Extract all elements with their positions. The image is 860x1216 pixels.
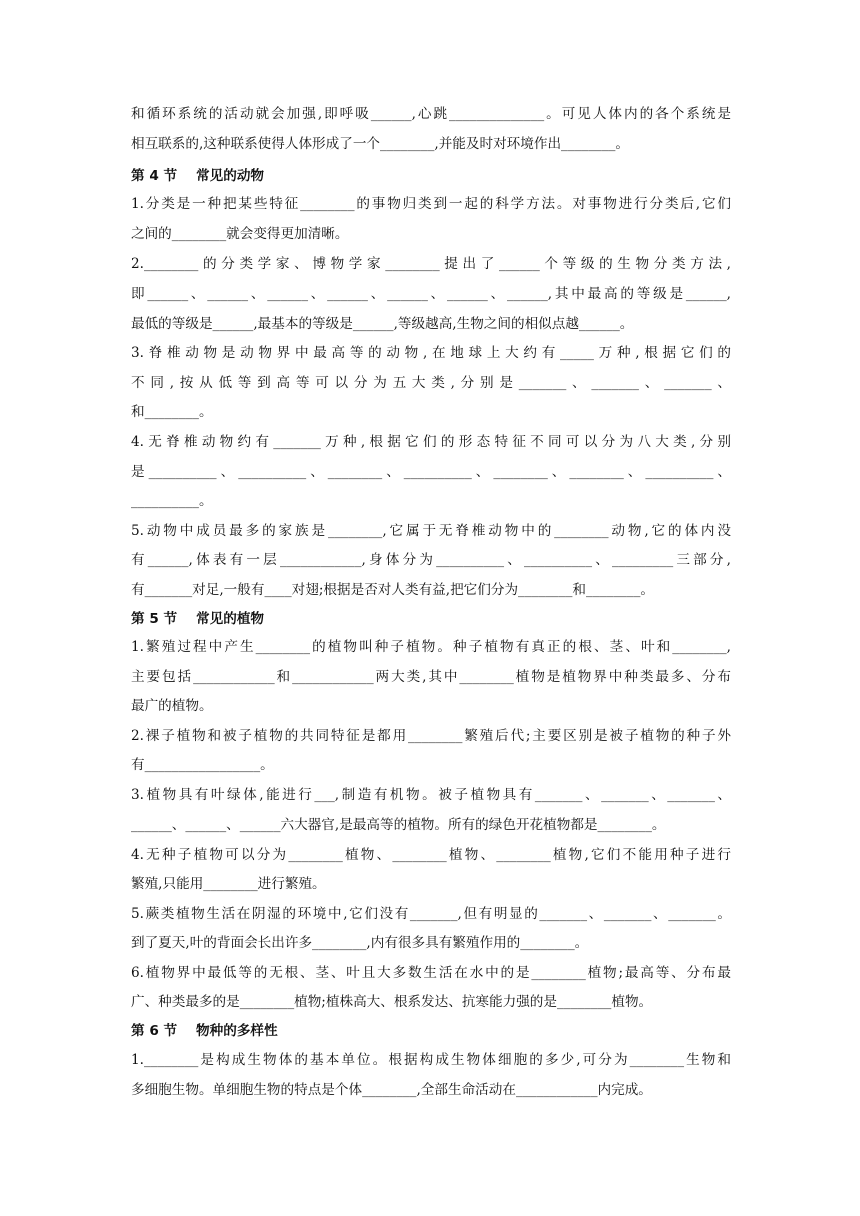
text-line: 1.________是构成生物体的基本单位。根据构成生物体细胞的多少,可分为________生物和	[131, 1052, 731, 1068]
text-line: 是__________、__________、________、__________、________、________、__________、	[131, 464, 731, 480]
text-line: 和循环系统的活动就会加强,即呼吸______,心跳______________。可见人体内的各个系统是	[131, 106, 731, 122]
text-line: 5.动物中成员最多的家族是________,它属于无脊椎动物中的________动物,它的体内没	[131, 523, 731, 539]
text-line: 之间的________就会变得更加清晰。	[131, 226, 349, 242]
section-heading: 第 5 节 常见的植物	[131, 611, 265, 627]
text-line: 6.植物界中最低等的无根、茎、叶且大多数生活在水中的是________植物;最高等、分布最	[131, 965, 731, 981]
text-line: 2.________的分类学家、博物学家________提出了______个等级的生物分类方法,	[131, 256, 731, 272]
section-heading: 第 4 节 常见的动物	[131, 168, 265, 184]
text-line: 不同,按从低等到高等可以分为五大类,分别是_______、_______、_______、	[131, 375, 731, 391]
text-line: 广、种类最多的是________植物;植株高大、根系发达、抗寒能力强的是________植物。	[131, 994, 653, 1010]
text-line: 2.裸子植物和被子植物的共同特征是都用________繁殖后代;主要区别是被子植物的种子外	[131, 728, 731, 744]
text-line: 3.脊椎动物是动物界中最高等的动物,在地球上大约有_____万种,根据它们的	[131, 345, 731, 361]
text-line: 有_________________。	[131, 757, 274, 773]
text-line: 相互联系的,这种联系使得人体形成了一个________,并能及时对环境作出________。	[131, 136, 630, 152]
section-heading: 第 6 节 物种的多样性	[131, 1023, 278, 1039]
text-line: 多细胞生物。单细胞生物的特点是个体________,全部生命活动在____________内完成。	[131, 1082, 652, 1098]
text-line: 主要包括____________和____________两大类,其中________植物是植物界中种类最多、分布	[131, 669, 731, 685]
text-line: 1.分类是一种把某些特征________的事物归类到一起的科学方法。对事物进行分类后,它们	[131, 196, 731, 212]
text-line: 和________。	[131, 404, 213, 420]
text-line: 4.无种子植物可以分为________植物、________植物、________植物,它们不能用种子进行	[131, 847, 731, 863]
text-line: 4.无脊椎动物约有_______万种,根据它们的形态特征不同可以分为八大类,分别	[131, 434, 731, 450]
text-line: 最广的植物。	[131, 698, 213, 714]
text-line: __________。	[131, 493, 213, 509]
text-line: 5.蕨类植物生活在阴湿的环境中,它们没有_______,但有明显的_______、_______、_______。	[131, 906, 731, 922]
text-line: 有_______对足,一般有____对翅;根据是否对人类有益,把它们分为________和________。	[131, 582, 654, 598]
text-line: 1.繁殖过程中产生________的植物叫种子植物。种子植物有真正的根、茎、叶和________,	[131, 639, 731, 655]
text-line: 3.植物具有叶绿体,能进行___,制造有机物。被子植物具有_______、_______、_______、	[131, 787, 731, 803]
text-line: 到了夏天,叶的背面会长出许多________,内有很多具有繁殖作用的________。	[131, 935, 589, 951]
text-line: 最低的等级是______,最基本的等级是______,等级越高,生物之间的相似点越______。	[131, 316, 634, 332]
text-line: 繁殖,只能用________进行繁殖。	[131, 876, 326, 892]
text-line: ______、______、______六大器官,是最高等的植物。所有的绿色开花植物都是________。	[131, 817, 666, 833]
text-line: 即______、______、______、______、______、______、______,其中最高的等级是______,	[131, 286, 731, 302]
text-line: 有______,体表有一层____________,身体分为__________、__________、_________三部分,	[131, 552, 731, 568]
